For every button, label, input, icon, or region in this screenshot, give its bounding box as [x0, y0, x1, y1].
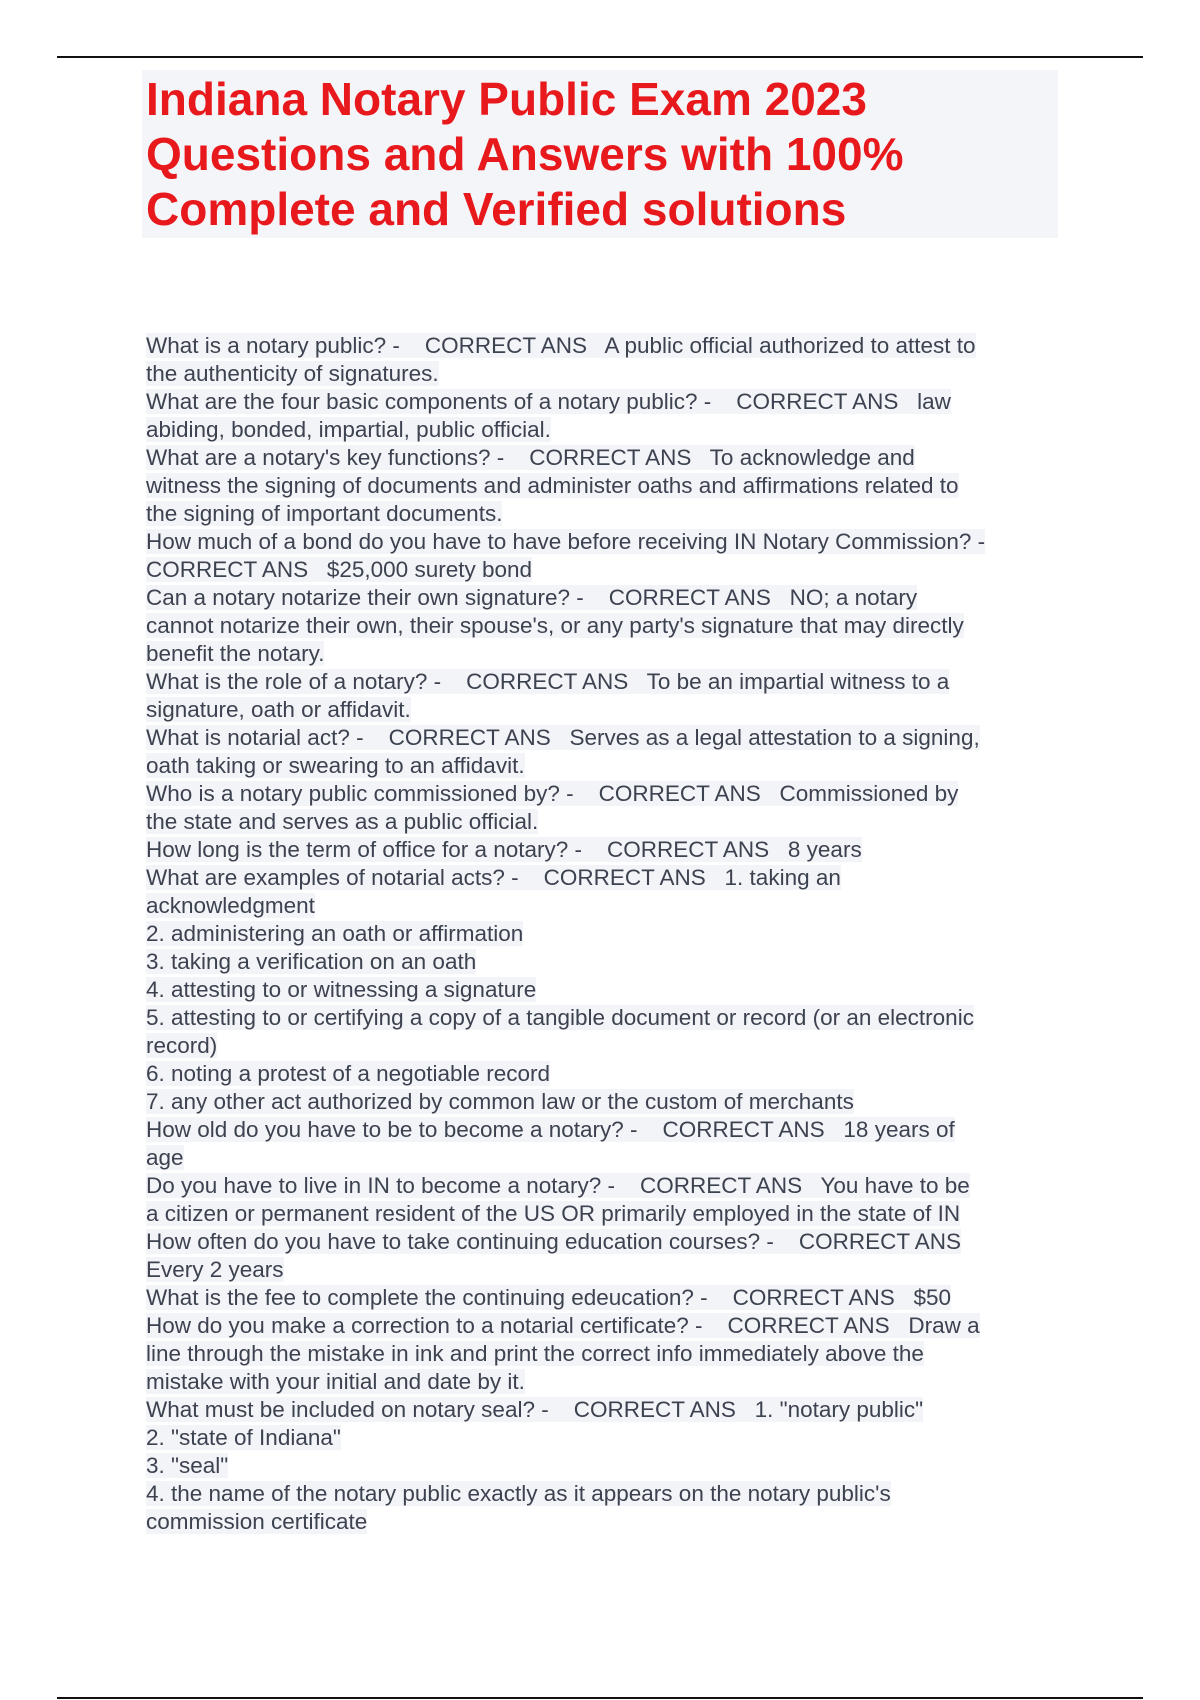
- text-line: [146, 1452, 1066, 1480]
- text-line-content: 2. "state of Indiana": [146, 1425, 341, 1450]
- text-line-content: 7. any other act authorized by common law or the custom of merchants: [146, 1089, 854, 1114]
- text-line-content: the state and serves as a public official.: [146, 809, 539, 834]
- text-line-content: What are a notary's key functions? - CORRECT ANS To acknowledge and: [146, 445, 915, 470]
- text-line-content: What is a notary public? - CORRECT ANS A public official authorized to attest to: [146, 333, 976, 358]
- text-line-content: 2. administering an oath or affirmation: [146, 921, 524, 946]
- text-line: [146, 1508, 1066, 1536]
- text-line: [146, 640, 1066, 668]
- text-line-content: How much of a bond do you have to have before receiving IN Notary Commission? -: [146, 529, 986, 554]
- text-line: [146, 1312, 1066, 1340]
- text-line-content: What is the fee to complete the continuing edeucation? - CORRECT ANS $50: [146, 1285, 952, 1310]
- text-line: [146, 780, 1066, 808]
- text-line-content: witness the signing of documents and administer oaths and affirmations related to: [146, 473, 959, 498]
- text-line-content: the authenticity of signatures.: [146, 361, 439, 386]
- text-line: [146, 1340, 1066, 1368]
- text-line: [146, 1200, 1066, 1228]
- text-line: [146, 1004, 1066, 1032]
- text-line: [146, 1480, 1066, 1508]
- text-line-content: a citizen or permanent resident of the US OR primarily employed in the state of IN: [146, 1201, 961, 1226]
- text-line-content: 6. noting a protest of a negotiable record: [146, 1061, 551, 1086]
- text-line: [146, 668, 1066, 696]
- text-line-content: benefit the notary.: [146, 641, 325, 666]
- text-line-content: What are examples of notarial acts? - CORRECT ANS 1. taking an: [146, 865, 841, 890]
- text-line: [146, 1172, 1066, 1200]
- text-line-content: 4. attesting to or witnessing a signature: [146, 977, 537, 1002]
- text-line: [146, 752, 1066, 780]
- qa-content: [146, 332, 1066, 1536]
- text-line: [146, 920, 1066, 948]
- text-line-content: What must be included on notary seal? - CORRECT ANS 1. "notary public": [146, 1397, 924, 1422]
- text-line-content: Every 2 years: [146, 1257, 284, 1282]
- text-line: [146, 612, 1066, 640]
- title-line: Indiana Notary Public Exam 2023: [146, 73, 867, 125]
- text-line: [146, 332, 1066, 360]
- text-line: [146, 1032, 1066, 1060]
- text-line: [146, 472, 1066, 500]
- text-line-content: cannot notarize their own, their spouse's, or any party's signature that may directly: [146, 613, 964, 638]
- text-line-content: acknowledgment: [146, 893, 315, 918]
- text-line-content: How often do you have to take continuing education courses? - CORRECT ANS: [146, 1229, 962, 1254]
- text-line-content: 3. taking a verification on an oath: [146, 949, 477, 974]
- text-line: [146, 1088, 1066, 1116]
- text-line: [146, 1368, 1066, 1396]
- text-line-content: abiding, bonded, impartial, public official.: [146, 417, 551, 442]
- text-line-content: How do you make a correction to a notarial certificate? - CORRECT ANS Draw a: [146, 1313, 980, 1338]
- text-line-content: record): [146, 1033, 218, 1058]
- text-line: [146, 1396, 1066, 1424]
- text-line-content: age: [146, 1145, 184, 1170]
- bottom-rule: [57, 1697, 1143, 1699]
- text-line-content: Can a notary notarize their own signature? - CORRECT ANS NO; a notary: [146, 585, 918, 610]
- text-line-content: Do you have to live in IN to become a notary? - CORRECT ANS You have to be: [146, 1173, 970, 1198]
- text-line: [146, 1284, 1066, 1312]
- text-line: [146, 976, 1066, 1004]
- title-line: Questions and Answers with 100%: [146, 128, 904, 180]
- text-line: [146, 528, 1066, 556]
- text-line: [146, 948, 1066, 976]
- text-line: [146, 500, 1066, 528]
- text-line: [146, 416, 1066, 444]
- text-line-content: line through the mistake in ink and print the correct info immediately above the: [146, 1341, 924, 1366]
- text-line-content: oath taking or swearing to an affidavit.: [146, 753, 525, 778]
- title-line: Complete and Verified solutions: [146, 183, 847, 235]
- text-line-content: 5. attesting to or certifying a copy of a tangible document or record (or an electronic: [146, 1005, 974, 1030]
- text-line: [146, 808, 1066, 836]
- text-line-content: the signing of important documents.: [146, 501, 503, 526]
- text-line: [146, 892, 1066, 920]
- text-line: [146, 1424, 1066, 1452]
- text-line: [146, 724, 1066, 752]
- text-line-content: What is the role of a notary? - CORRECT ANS To be an impartial witness to a: [146, 669, 950, 694]
- text-line: [146, 1060, 1066, 1088]
- text-line-content: CORRECT ANS $25,000 surety bond: [146, 557, 533, 582]
- text-line: [146, 388, 1066, 416]
- text-line: [146, 556, 1066, 584]
- text-line-content: signature, oath or affidavit.: [146, 697, 411, 722]
- text-line: [146, 1144, 1066, 1172]
- text-line-content: mistake with your initial and date by it.: [146, 1369, 525, 1394]
- text-line: [146, 1256, 1066, 1284]
- text-line: [146, 696, 1066, 724]
- text-line-content: commission certificate: [146, 1509, 368, 1534]
- text-line-content: 3. "seal": [146, 1453, 229, 1478]
- text-line: [146, 864, 1066, 892]
- text-line-content: 4. the name of the notary public exactly as it appears on the notary public's: [146, 1481, 891, 1506]
- text-line-content: What are the four basic components of a notary public? - CORRECT ANS law: [146, 389, 951, 414]
- text-line-content: Who is a notary public commissioned by? - CORRECT ANS Commissioned by: [146, 781, 959, 806]
- text-line: [146, 1228, 1066, 1256]
- text-line-content: What is notarial act? - CORRECT ANS Serves as a legal attestation to a signing,: [146, 725, 980, 750]
- text-line: [146, 360, 1066, 388]
- document-title: [146, 72, 1046, 237]
- text-line-content: How long is the term of office for a notary? - CORRECT ANS 8 years: [146, 837, 862, 862]
- text-line: [146, 836, 1066, 864]
- text-line: [146, 444, 1066, 472]
- top-rule: [57, 56, 1143, 58]
- text-line: [146, 584, 1066, 612]
- text-line: [146, 1116, 1066, 1144]
- text-line-content: How old do you have to be to become a notary? - CORRECT ANS 18 years of: [146, 1117, 955, 1142]
